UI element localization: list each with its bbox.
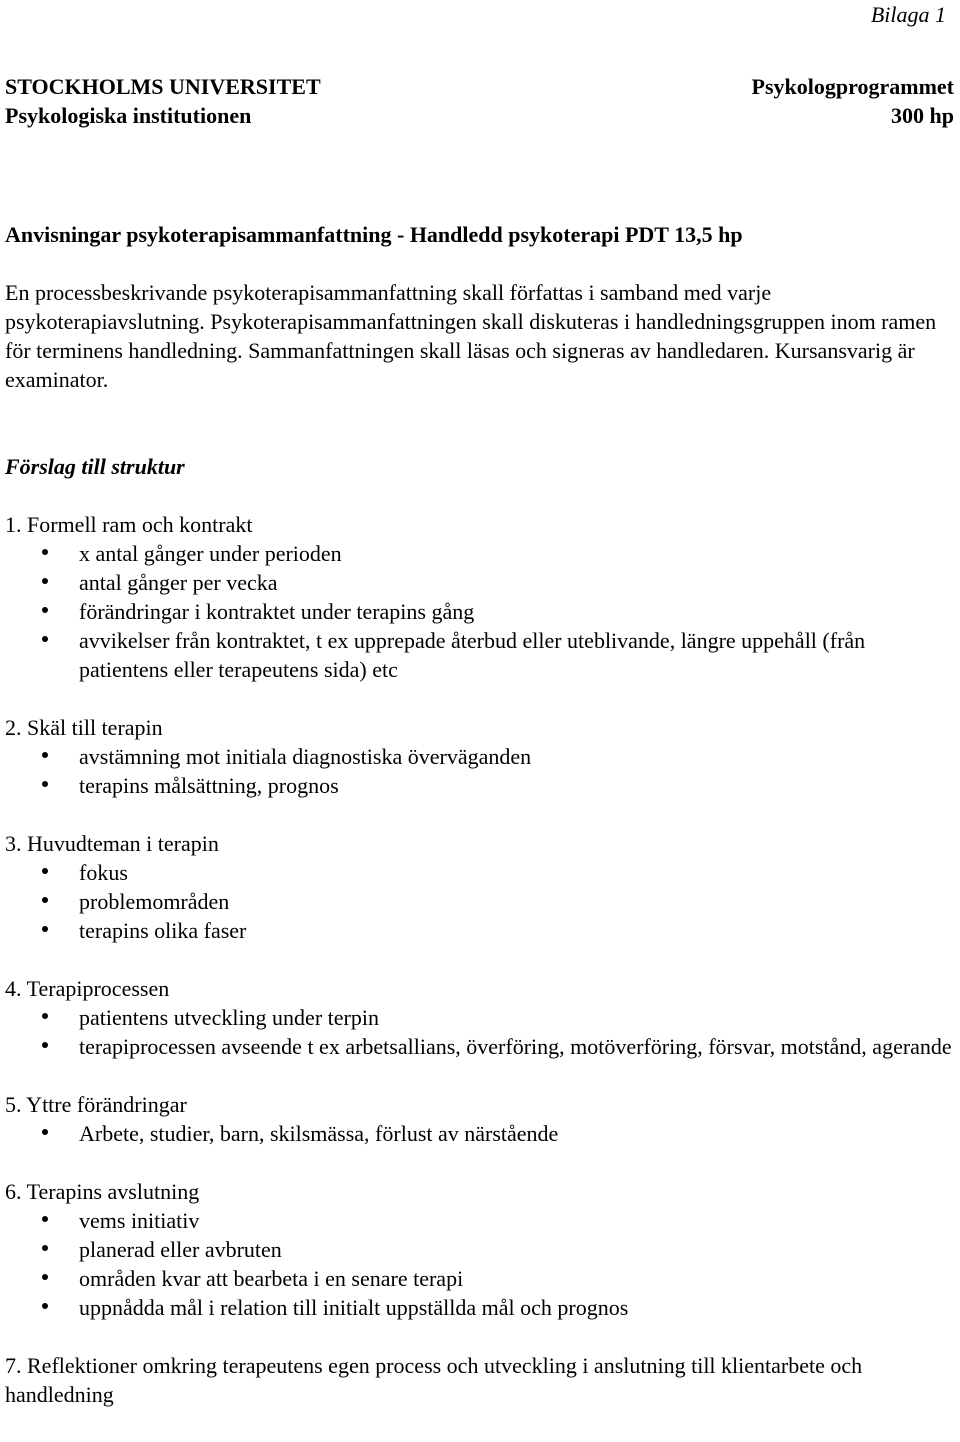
bullet-item: antal gånger per vecka [5, 568, 955, 597]
bullet-list [5, 1003, 955, 1061]
bullet-list [5, 1119, 955, 1148]
section-title: 4. Terapiprocessen [5, 976, 170, 1001]
bullet-item: patientens utveckling under terpin [5, 1003, 955, 1032]
header-row-1 [5, 72, 954, 101]
annex-label: Bilaga 1 [870, 2, 946, 27]
section-4 [5, 974, 955, 1061]
section-title: 6. Terapins avslutning [5, 1179, 200, 1204]
section-title: 7. Reflektioner omkring terapeutens egen process och utveckling i anslutning till klientarbete och handledning [5, 1353, 863, 1407]
structure-sections [5, 510, 955, 1438]
bullet-item: Arbete, studier, barn, skilsmässa, förlust av närstående [5, 1119, 955, 1148]
bullet-item: terapins olika faser [5, 916, 955, 945]
section-1 [5, 510, 955, 684]
bullet-item: fokus [5, 858, 955, 887]
structure-heading: Förslag till struktur [5, 454, 185, 479]
section-title: 2. Skäl till terapin [5, 715, 163, 740]
bullet-item: avstämning mot initiala diagnostiska överväganden [5, 742, 955, 771]
bullet-list [5, 1206, 955, 1322]
bullet-item: problemområden [5, 887, 955, 916]
section-3 [5, 829, 955, 945]
program-credits: 300 hp [891, 103, 954, 128]
section-title: 3. Huvudteman i terapin [5, 831, 219, 856]
section-title: 1. Formell ram och kontrakt [5, 512, 253, 537]
section-title: 5. Yttre förändringar [5, 1092, 187, 1117]
section-7 [5, 1351, 955, 1409]
intro-paragraph: En processbeskrivande psykoterapisammanfattning skall författas i samband med varje psykoterapiavslutning. Psykoterapisammanfattningen skall diskuteras i handledningsgruppen inom ramen för terminens handledning. Sammanfattningen skall läsas och signeras av handledaren. Kursansvarig är examinator. [5, 280, 937, 392]
bullet-list [5, 742, 955, 800]
bullet-list [5, 858, 955, 945]
bullet-item: områden kvar att bearbeta i en senare terapi [5, 1264, 955, 1293]
bullet-item: vems initiativ [5, 1206, 955, 1235]
section-6 [5, 1177, 955, 1322]
bullet-item: terapins målsättning, prognos [5, 771, 955, 800]
header-row-2 [5, 101, 954, 130]
bullet-item: planerad eller avbruten [5, 1235, 955, 1264]
university-name: STOCKHOLMS UNIVERSITET [5, 74, 321, 99]
program-name: Psykologprogrammet [751, 74, 954, 99]
department-name: Psykologiska institutionen [5, 103, 252, 128]
bullet-item: terapiprocessen avseende t ex arbetsallians, överföring, motöverföring, försvar, motstånd, agerande [5, 1032, 955, 1061]
document-title: Anvisningar psykoterapisammanfattning - Handledd psykoterapi PDT 13,5 hp [5, 222, 743, 247]
bullet-item: avvikelser från kontraktet, t ex upprepade återbud eller uteblivande, längre uppehåll (från patientens eller terapeutens sida) etc [5, 626, 955, 684]
bullet-item: x antal gånger under perioden [5, 539, 955, 568]
document-header [5, 72, 954, 130]
section-2 [5, 713, 955, 800]
bullet-item: förändringar i kontraktet under terapins gång [5, 597, 955, 626]
bullet-item: uppnådda mål i relation till initialt uppställda mål och prognos [5, 1293, 955, 1322]
section-5 [5, 1090, 955, 1148]
bullet-list [5, 539, 955, 684]
